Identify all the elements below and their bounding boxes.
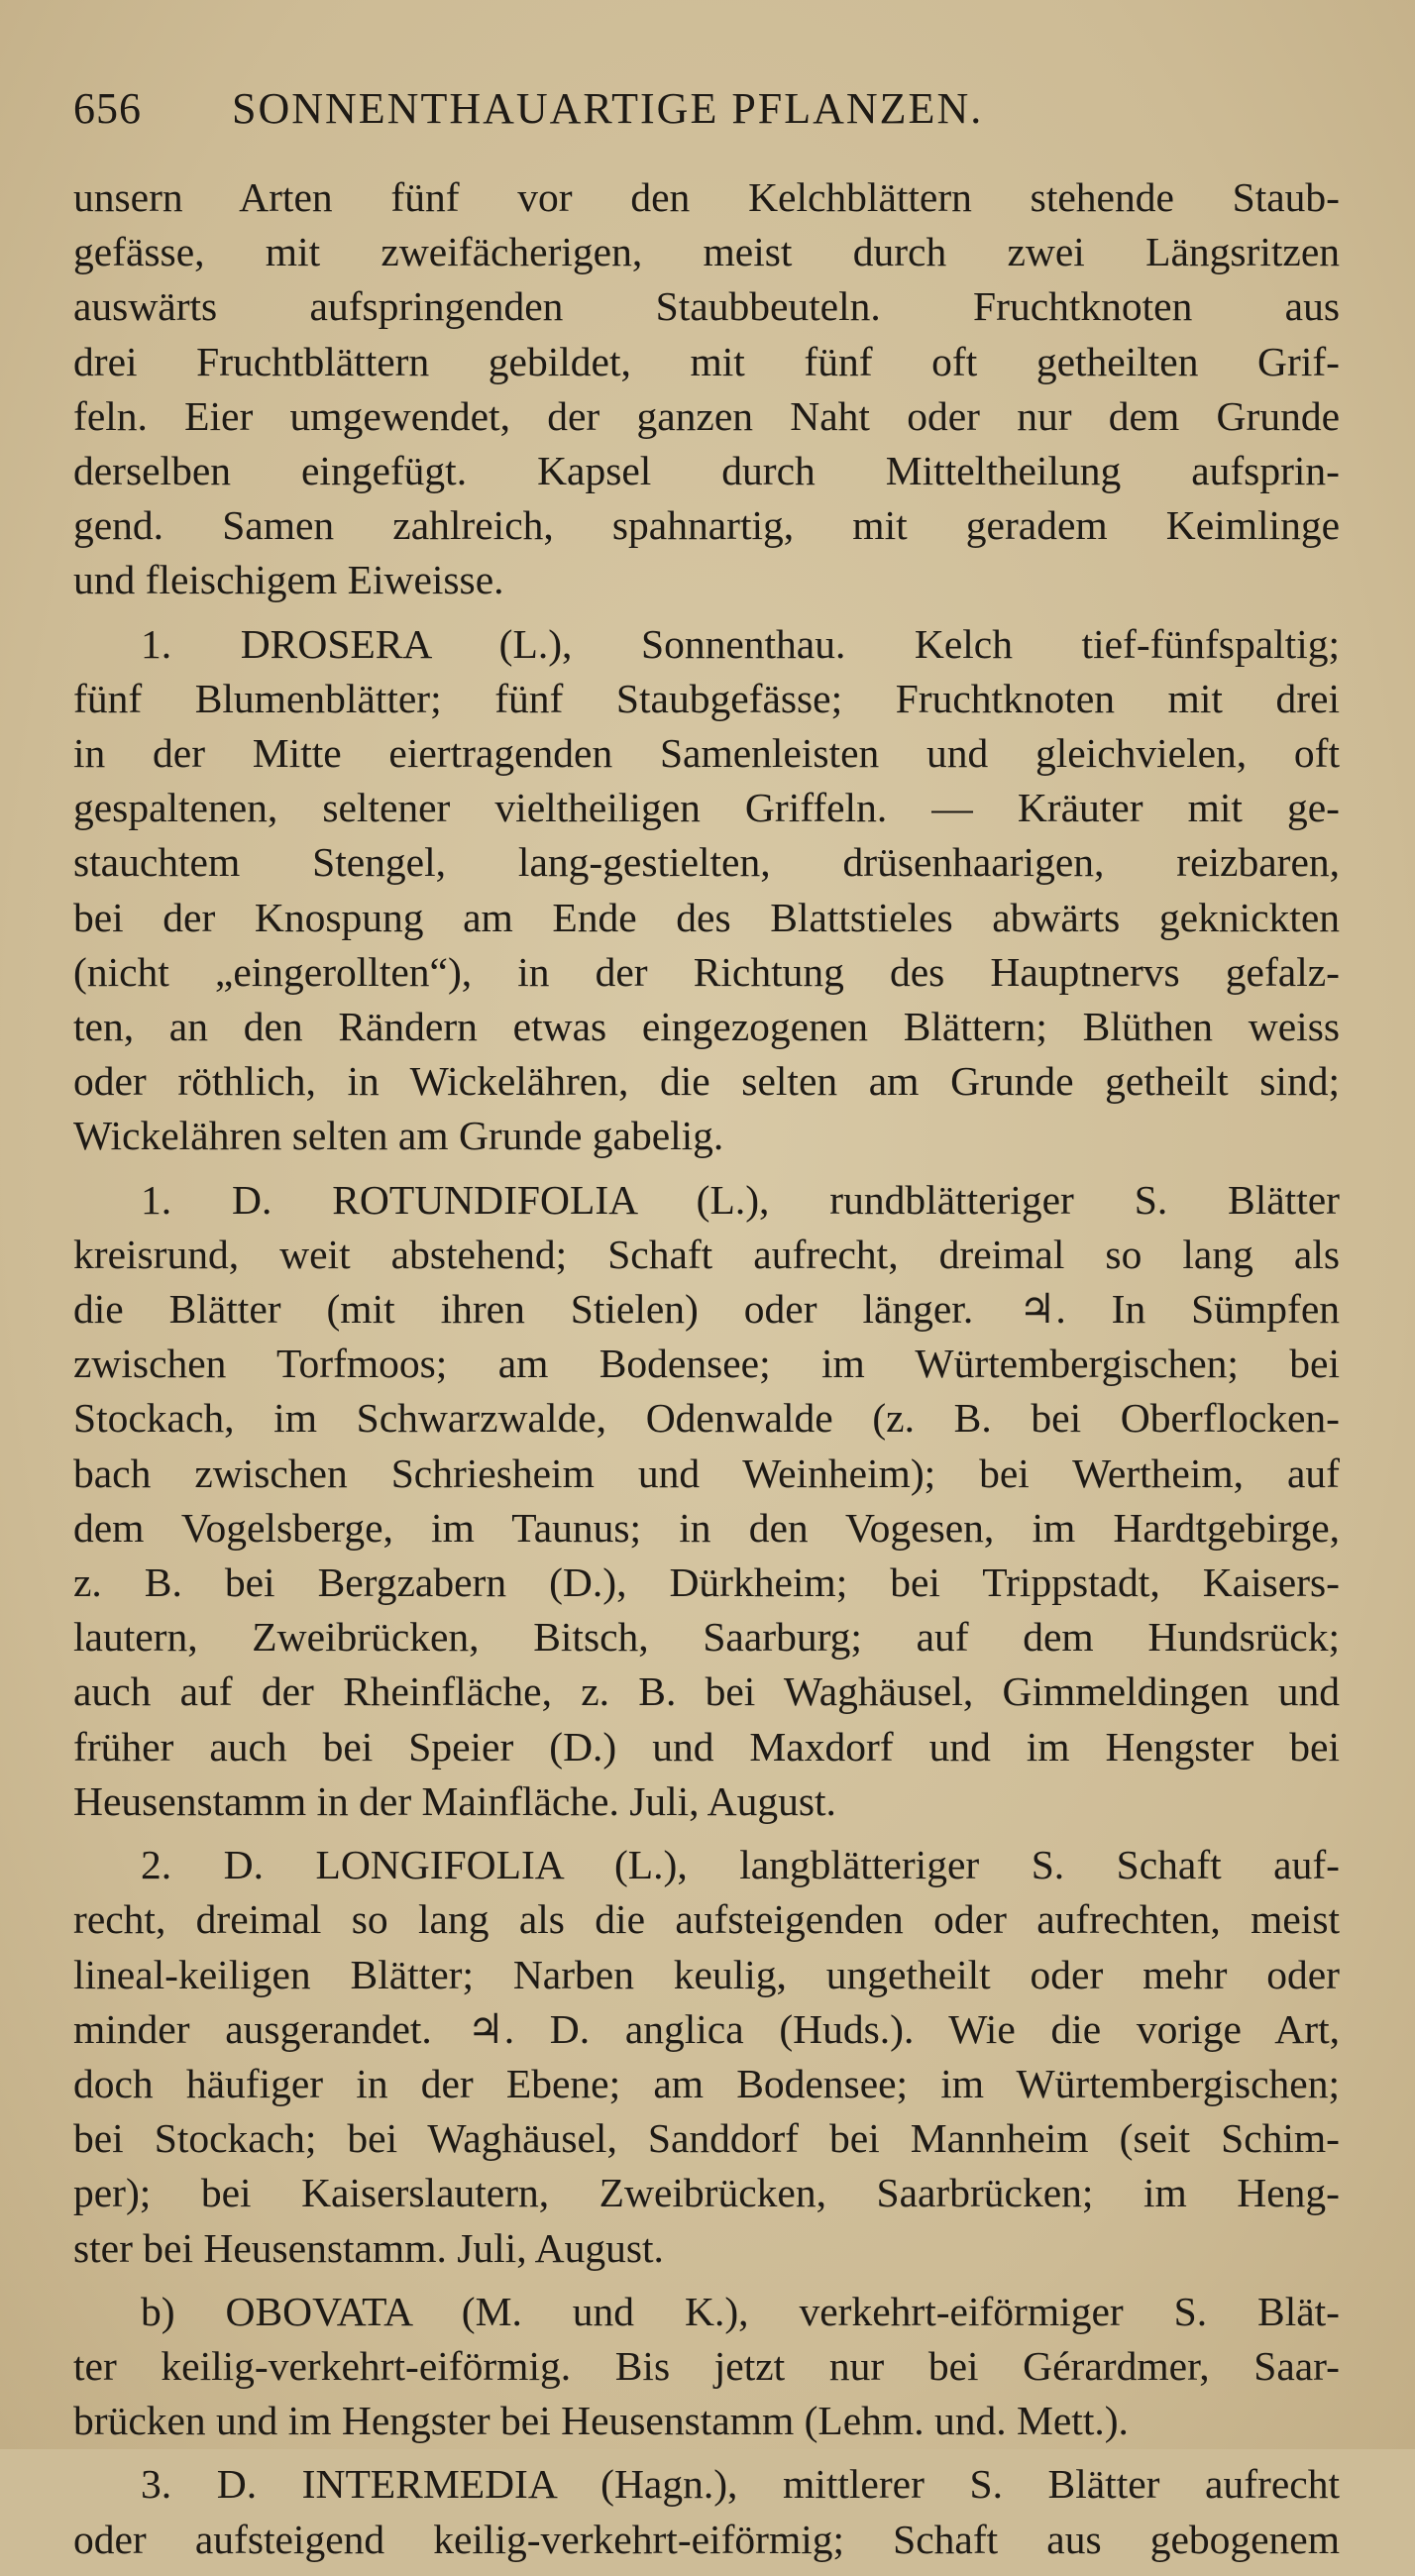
text-line: stauchtem Stengel, lang-gestielten, drüsenhaarigen, reizbaren, (73, 839, 1340, 886)
text-line: fünf Blumenblätter; fünf Staubgefässe; Fruchtknoten mit drei (73, 675, 1340, 721)
paragraph (73, 617, 1340, 1164)
text-line: 1. D. ROTUNDIFOLIA (L.), rundblätteriger S. Blätter (141, 1176, 1340, 1223)
text-line: 2. D. LONGIFOLIA (L.), langblätteriger S. Schaft auf- (141, 1842, 1340, 1888)
paragraph (73, 1838, 1340, 2276)
text-line: auswärts aufspringenden Staubbeuteln. Fruchtknoten aus (73, 283, 1340, 330)
paragraph (73, 1173, 1340, 1829)
text-line: bei der Knospung am Ende des Blattstieles abwärts geknickten (73, 894, 1340, 940)
page-body (73, 170, 1340, 2576)
text-line: lautern, Zweibrücken, Bitsch, Saarburg; auf dem Hundsrück; (73, 1614, 1340, 1661)
text-line: doch häufiger in der Ebene; am Bodensee; im Würtembergischen; (73, 2060, 1340, 2106)
paragraph (73, 170, 1340, 608)
text-line: Heusenstamm in der Mainfläche. Juli, August. (73, 1777, 836, 1824)
text-line: minder ausgerandet. ♃. D. anglica (Huds.). Wie die vorige Art, (73, 2005, 1340, 2052)
text-line: derselben eingefügt. Kapsel durch Mitteltheilung aufsprin- (73, 448, 1340, 494)
running-title: SONNENTHAUARTIGE PFLANZEN. (232, 84, 984, 133)
text-line: Wickelähren selten am Grunde gabelig. (73, 1113, 724, 1159)
text-line: auch auf der Rheinfläche, z. B. bei Waghäusel, Gimmeldingen und (73, 1668, 1340, 1715)
text-line: lineal-keiligen Blätter; Narben keulig, ungetheilt oder mehr oder (73, 1951, 1340, 1997)
text-line: z. B. bei Bergzabern (D.), Dürkheim; bei Trippstadt, Kaisers- (73, 1559, 1340, 1606)
paragraph (73, 2457, 1340, 2566)
text-line: Stockach, im Schwarzwalde, Odenwalde (z. B. bei Oberflocken- (73, 1395, 1340, 1442)
text-line: per); bei Kaiserslautern, Zweibrücken, Saarbrücken; im Heng- (73, 2170, 1340, 2216)
text-line: drei Fruchtblättern gebildet, mit fünf oft getheilten Grif- (73, 338, 1340, 384)
text-line: oder röthlich, in Wickelähren, die selten am Grunde getheilt sind; (73, 1058, 1340, 1105)
text-line: 3. D. INTERMEDIA (Hagn.), mittlerer S. Blätter aufrecht (141, 2461, 1340, 2508)
paragraph (73, 2285, 1340, 2449)
text-line: 1. DROSERA (L.), Sonnenthau. Kelch tief-fünfspaltig; (141, 620, 1340, 667)
text-line: b) OBOVATA (M. und K.), verkehrt-eiförmiger S. Blät- (141, 2288, 1340, 2334)
text-line: oder aufsteigend keilig-verkehrt-eiförmig; Schaft aus gebogenem (73, 2516, 1340, 2562)
text-line: (nicht „eingerollten“), in der Richtung des Hauptnervs gefalz- (73, 948, 1340, 995)
text-line: feln. Eier umgewendet, der ganzen Naht oder nur dem Grunde (73, 392, 1340, 439)
text-line: bei Stockach; bei Waghäusel, Sanddorf bei Mannheim (seit Schim- (73, 2115, 1340, 2162)
text-line: früher auch bei Speier (D.) und Maxdorf und im Hengster bei (73, 1723, 1340, 1770)
text-line: zwischen Torfmoos; am Bodensee; im Würtembergischen; bei (73, 1341, 1340, 1387)
text-line: bach zwischen Schriesheim und Weinheim); bei Wertheim, auf (73, 1449, 1340, 1496)
text-line: unsern Arten fünf vor den Kelchblättern stehende Staub- (73, 174, 1340, 220)
text-line: in der Mitte eiertragenden Samenleisten und gleichvielen, oft (73, 730, 1340, 777)
page-number: 656 (73, 84, 142, 133)
running-header (73, 83, 1266, 143)
text-line: brücken und im Hengster bei Heusenstamm (Lehm. und. Mett.). (73, 2398, 1129, 2444)
text-line: recht, dreimal so lang als die aufsteigenden oder aufrechten, meist (73, 1896, 1340, 1943)
text-line: gefässe, mit zweifächerigen, meist durch zwei Längsritzen (73, 229, 1340, 275)
text-line: ten, an den Rändern etwas eingezogenen Blättern; Blüthen weiss (73, 1004, 1340, 1050)
text-line: die Blätter (mit ihren Stielen) oder länger. ♃. In Sümpfen (73, 1286, 1340, 1333)
text-line: ter keilig-verkehrt-eiförmig. Bis jetzt nur bei Gérardmer, Saar- (73, 2342, 1340, 2389)
text-line: ster bei Heusenstamm. Juli, August. (73, 2224, 664, 2271)
text-line: kreisrund, weit abstehend; Schaft aufrecht, dreimal so lang als (73, 1231, 1340, 1277)
text-line: dem Vogelsberge, im Taunus; in den Vogesen, im Hardtgebirge, (73, 1504, 1340, 1551)
text-line: und fleischigem Eiweisse. (73, 557, 504, 603)
text-line: gend. Samen zahlreich, spahnartig, mit geradem Keimlinge (73, 502, 1340, 549)
text-line: gespaltenen, seltener vieltheiligen Griffeln. — Kräuter mit ge- (73, 785, 1340, 831)
